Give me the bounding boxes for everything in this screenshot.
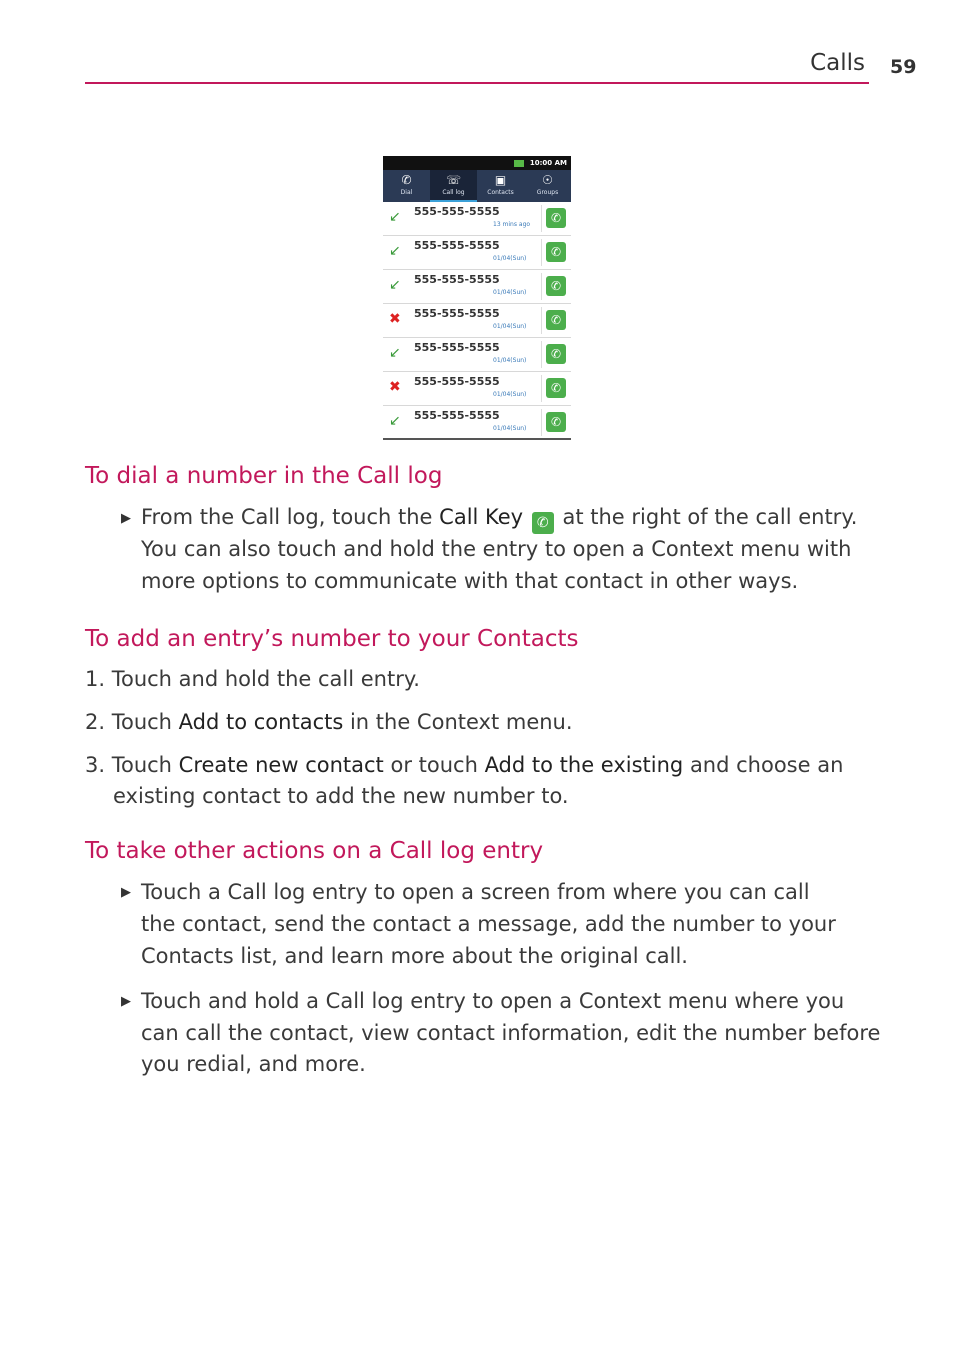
entry-number: 555-555-5555	[414, 205, 500, 218]
heading-other-actions: To take other actions on a Call log entry	[85, 838, 544, 864]
entry-number: 555-555-5555	[414, 273, 500, 286]
entry-time: 01/04(Sun)	[493, 255, 527, 262]
entry-time: 01/04(Sun)	[493, 357, 527, 364]
dial-bullet-line-2: You can also touch and hold the entry to open a Context menu with	[141, 537, 852, 561]
other-bullet-1-line-1: Touch a Call log entry to open a screen from where you can call	[141, 880, 810, 904]
contacts-icon: ▣	[494, 173, 507, 187]
call-log-entry[interactable]	[383, 406, 571, 440]
status-ampm: AM	[554, 159, 567, 167]
entry-number: 555-555-5555	[414, 341, 500, 354]
incoming-call-icon: ↙	[389, 277, 401, 293]
other-bullet-2-line-1: Touch and hold a Call log entry to open a Context menu where you	[141, 989, 845, 1013]
incoming-call-icon: ↙	[389, 413, 401, 429]
signal-icon	[514, 160, 524, 167]
status-time: 10:00	[529, 159, 553, 167]
entry-number: 555-555-5555	[414, 409, 500, 422]
tab-groups[interactable]: ☉ Groups	[524, 170, 571, 202]
call-log-entry[interactable]	[383, 270, 571, 304]
tab-contacts[interactable]: ▣ Contacts	[477, 170, 524, 202]
page-header	[85, 48, 869, 84]
incoming-call-icon: ↙	[389, 209, 401, 225]
heading-dial-from-call-log: To dial a number in the Call log	[85, 463, 443, 489]
incoming-call-icon: ↙	[389, 345, 401, 361]
missed-call-icon: ✖	[389, 311, 401, 327]
other-bullet-1-line-2: the contact, send the contact a message, add the number to your	[141, 912, 836, 936]
bullet-arrow-icon: ▶	[121, 511, 131, 526]
tab-call-log[interactable]: ☏ Call log	[430, 170, 477, 202]
incoming-call-icon: ↙	[389, 243, 401, 259]
entry-time: 01/04(Sun)	[493, 323, 527, 330]
entry-time: 01/04(Sun)	[493, 425, 527, 432]
tab-bar	[383, 170, 571, 202]
add-step-3-line-2: existing contact to add the new number to.	[113, 784, 569, 808]
add-step-3-line-1: 3. Touch Create new contact or touch Add to the existing and choose an	[85, 753, 844, 777]
add-step-1: 1. Touch and hold the call entry.	[85, 667, 420, 691]
entry-time: 13 mins ago	[493, 221, 531, 228]
call-key-button[interactable]: ✆	[546, 276, 566, 296]
phone-icon: ✆	[401, 173, 412, 187]
heading-add-to-contacts: To add an entry’s number to your Contacts	[85, 626, 579, 652]
page-number: 59	[890, 56, 917, 78]
call-key-icon: ✆	[532, 512, 554, 534]
tab-dial[interactable]: ✆ Dial	[383, 170, 430, 202]
entry-time: 01/04(Sun)	[493, 289, 527, 296]
other-bullet-2-line-2: can call the contact, view contact information, edit the number before	[141, 1021, 881, 1045]
call-key-button[interactable]: ✆	[546, 310, 566, 330]
call-log-entry[interactable]	[383, 304, 571, 338]
call-key-button[interactable]: ✆	[546, 208, 566, 228]
status-bar	[383, 156, 571, 170]
section-title: Calls	[810, 50, 865, 76]
call-log-entry[interactable]	[383, 372, 571, 406]
call-log-entry[interactable]	[383, 202, 571, 236]
add-step-2: 2. Touch Add to contacts in the Context menu.	[85, 710, 573, 734]
call-log-entry[interactable]	[383, 338, 571, 372]
bullet-arrow-icon: ▶	[121, 994, 131, 1009]
entry-time: 01/04(Sun)	[493, 391, 527, 398]
call-log-icon: ☏	[445, 173, 461, 187]
call-log-entry[interactable]	[383, 236, 571, 270]
call-key-button[interactable]: ✆	[546, 344, 566, 364]
missed-call-icon: ✖	[389, 379, 401, 395]
call-key-button[interactable]: ✆	[546, 378, 566, 398]
call-key-label: Call Key	[439, 505, 524, 529]
entry-number: 555-555-5555	[414, 375, 500, 388]
entry-number: 555-555-5555	[414, 239, 500, 252]
other-bullet-1-line-3: Contacts list, and learn more about the original call.	[141, 944, 688, 968]
dial-bullet-line-1: From the Call log, touch the Call Key ✆ at the right of the call entry.	[141, 502, 857, 534]
other-bullet-2-line-3: you redial, and more.	[141, 1052, 366, 1076]
dial-bullet-line-3: more options to communicate with that contact in other ways.	[141, 569, 799, 593]
groups-icon: ☉	[542, 173, 553, 187]
entry-number: 555-555-5555	[414, 307, 500, 320]
call-key-button[interactable]: ✆	[546, 412, 566, 432]
call-log-screenshot	[383, 156, 571, 440]
bullet-arrow-icon: ▶	[121, 885, 131, 900]
call-key-button[interactable]: ✆	[546, 242, 566, 262]
